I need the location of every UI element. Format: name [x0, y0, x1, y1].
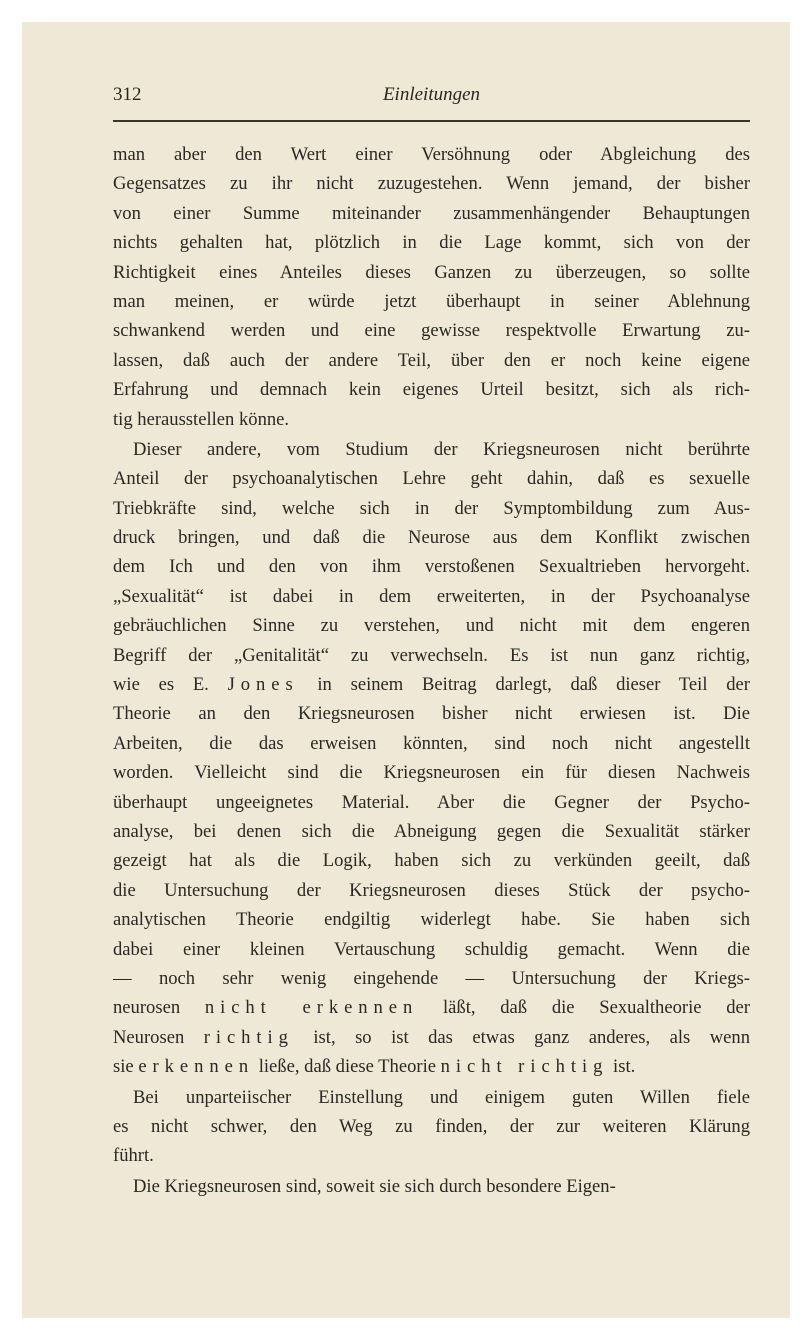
text-line	[113, 258, 750, 287]
text-line	[113, 993, 750, 1022]
text-segment: lassen, daß auch der andere Teil, über den er noch keine eigene	[113, 349, 750, 371]
text-line	[113, 435, 750, 464]
text-segment: worden. Vielleicht sind die Kriegsneurosen ein für diesen Nachweis	[113, 762, 750, 784]
text-segment: tig herausstellen könne.	[113, 408, 290, 430]
text-line	[113, 670, 750, 699]
running-title: Einleitungen	[382, 84, 481, 105]
header-rule	[113, 120, 750, 122]
text-line	[113, 846, 750, 875]
text-line	[113, 405, 750, 434]
text-segment: führt.	[113, 1145, 154, 1167]
text-line	[113, 964, 750, 993]
text-segment: analyse, bei denen sich die Abneigung gegen die Sexualität stärker	[113, 820, 750, 842]
text-line	[113, 346, 750, 375]
text-line	[113, 228, 750, 257]
body-text	[113, 140, 750, 1202]
text-segment: gebräuchlichen Sinne zu verstehen, und nicht mit dem engeren	[113, 615, 750, 637]
text-segment: nichts gehalten hat, plötzlich in die Lage kommt, sich von der	[113, 232, 750, 254]
text-segment: Erfahrung und demnach kein eigenes Urteil besitzt, sich als rich-	[113, 379, 750, 401]
text-segment: analytischen Theorie endgiltig widerlegt habe. Sie haben sich	[113, 909, 750, 931]
text-segment: Begriff der „Genitalität“ zu verwechseln. Es ist nun ganz richtig,	[113, 644, 750, 666]
text-line	[113, 375, 750, 404]
text-line	[113, 817, 750, 846]
text-segment: — noch sehr wenig eingehende — Untersuchung der Kriegs-	[113, 967, 750, 989]
text-segment: in seinem Beitrag darlegt, daß dieser Teil der	[298, 674, 750, 696]
text-line	[113, 1172, 750, 1201]
text-segment: Die Kriegsneurosen sind, soweit sie sich durch besondere Eigen-	[133, 1175, 616, 1197]
text-segment: Triebkräfte sind, welche sich in der Symptombildung zum Aus-	[113, 497, 750, 519]
text-segment: dem Ich und den von ihm verstoßenen Sexualtrieben hervorgeht.	[113, 556, 750, 578]
text-segment: wie es E.	[113, 674, 228, 696]
text-line	[113, 611, 750, 640]
text-line	[113, 140, 750, 169]
text-line	[113, 287, 750, 316]
text-segment: von einer Summe miteinander zusammenhängender Behauptungen	[113, 202, 750, 224]
text-segment: druck bringen, und daß die Neurose aus dem Konflikt zwischen	[113, 527, 750, 549]
text-segment: Anteil der psychoanalytischen Lehre geht dahin, daß es sexuelle	[113, 468, 750, 490]
text-segment: gezeigt hat als die Logik, haben sich zu verkünden geeilt, daß	[113, 850, 750, 872]
text-segment: Bei unparteiischer Einstellung und einigem guten Willen fiele	[133, 1086, 750, 1108]
spaced-emphasis: nicht erkennen	[204, 997, 419, 1019]
text-line	[113, 316, 750, 345]
text-segment: läßt, daß die Sexualtheorie der	[418, 997, 750, 1019]
spaced-emphasis: erkennen	[138, 1056, 255, 1078]
text-line	[113, 905, 750, 934]
text-line	[113, 169, 750, 198]
text-segment: Richtigkeit eines Anteiles dieses Ganzen zu überzeugen, so sollte	[113, 261, 750, 283]
text-line	[113, 1141, 750, 1170]
text-segment: schwankend werden und eine gewisse respektvolle Erwartung zu-	[113, 320, 750, 342]
text-segment: ist, so ist das etwas ganz anderes, als wenn	[293, 1026, 750, 1048]
text-segment: Neurosen	[113, 1026, 204, 1048]
text-line	[113, 699, 750, 728]
text-segment: ist.	[608, 1056, 636, 1078]
text-line	[113, 523, 750, 552]
text-line	[113, 1083, 750, 1112]
page-number: 312	[113, 84, 142, 105]
text-line	[113, 729, 750, 758]
paragraph	[113, 140, 750, 434]
text-segment: es nicht schwer, den Weg zu finden, der zur weiteren Klärung	[113, 1115, 750, 1137]
text-line	[113, 552, 750, 581]
spaced-emphasis: nicht richtig	[440, 1056, 609, 1078]
text-line	[113, 758, 750, 787]
text-segment: Theorie an den Kriegsneurosen bisher nicht erwiesen ist. Die	[113, 703, 750, 725]
paragraph	[113, 1083, 750, 1171]
text-line	[113, 1023, 750, 1052]
text-line	[113, 582, 750, 611]
text-line	[113, 935, 750, 964]
text-line	[113, 876, 750, 905]
text-line	[113, 199, 750, 228]
text-line	[113, 1052, 750, 1081]
text-segment: Dieser andere, vom Studium der Kriegsneurosen nicht berührte	[133, 438, 750, 460]
text-segment: man meinen, er würde jetzt überhaupt in seiner Ablehnung	[113, 290, 750, 312]
paragraph	[113, 1172, 750, 1201]
text-segment: sie	[113, 1056, 139, 1078]
spaced-emphasis: richtig	[203, 1026, 294, 1048]
text-segment: neurosen	[113, 997, 205, 1019]
text-line	[113, 1112, 750, 1141]
text-segment: Gegensatzes zu ihr nicht zuzugestehen. Wenn jemand, der bisher	[113, 173, 750, 195]
text-segment: man aber den Wert einer Versöhnung oder Abgleichung des	[113, 144, 750, 165]
text-line	[113, 641, 750, 670]
text-segment: „Sexualität“ ist dabei in dem erweiterten, in der Psychoanalyse	[113, 585, 750, 607]
text-line	[113, 788, 750, 817]
paragraph	[113, 435, 750, 1082]
text-segment: die Untersuchung der Kriegsneurosen dieses Stück der psycho-	[113, 879, 750, 901]
spaced-emphasis: Jones	[227, 674, 299, 696]
text-line	[113, 464, 750, 493]
text-segment: Arbeiten, die das erweisen könnten, sind noch nicht angestellt	[113, 732, 750, 754]
running-header	[113, 84, 750, 114]
text-segment: ließe, daß diese Theorie	[254, 1056, 441, 1078]
text-segment: dabei einer kleinen Vertauschung schuldig gemacht. Wenn die	[113, 938, 750, 960]
text-segment: überhaupt ungeeignetes Material. Aber die Gegner der Psycho-	[113, 791, 750, 813]
text-line	[113, 494, 750, 523]
